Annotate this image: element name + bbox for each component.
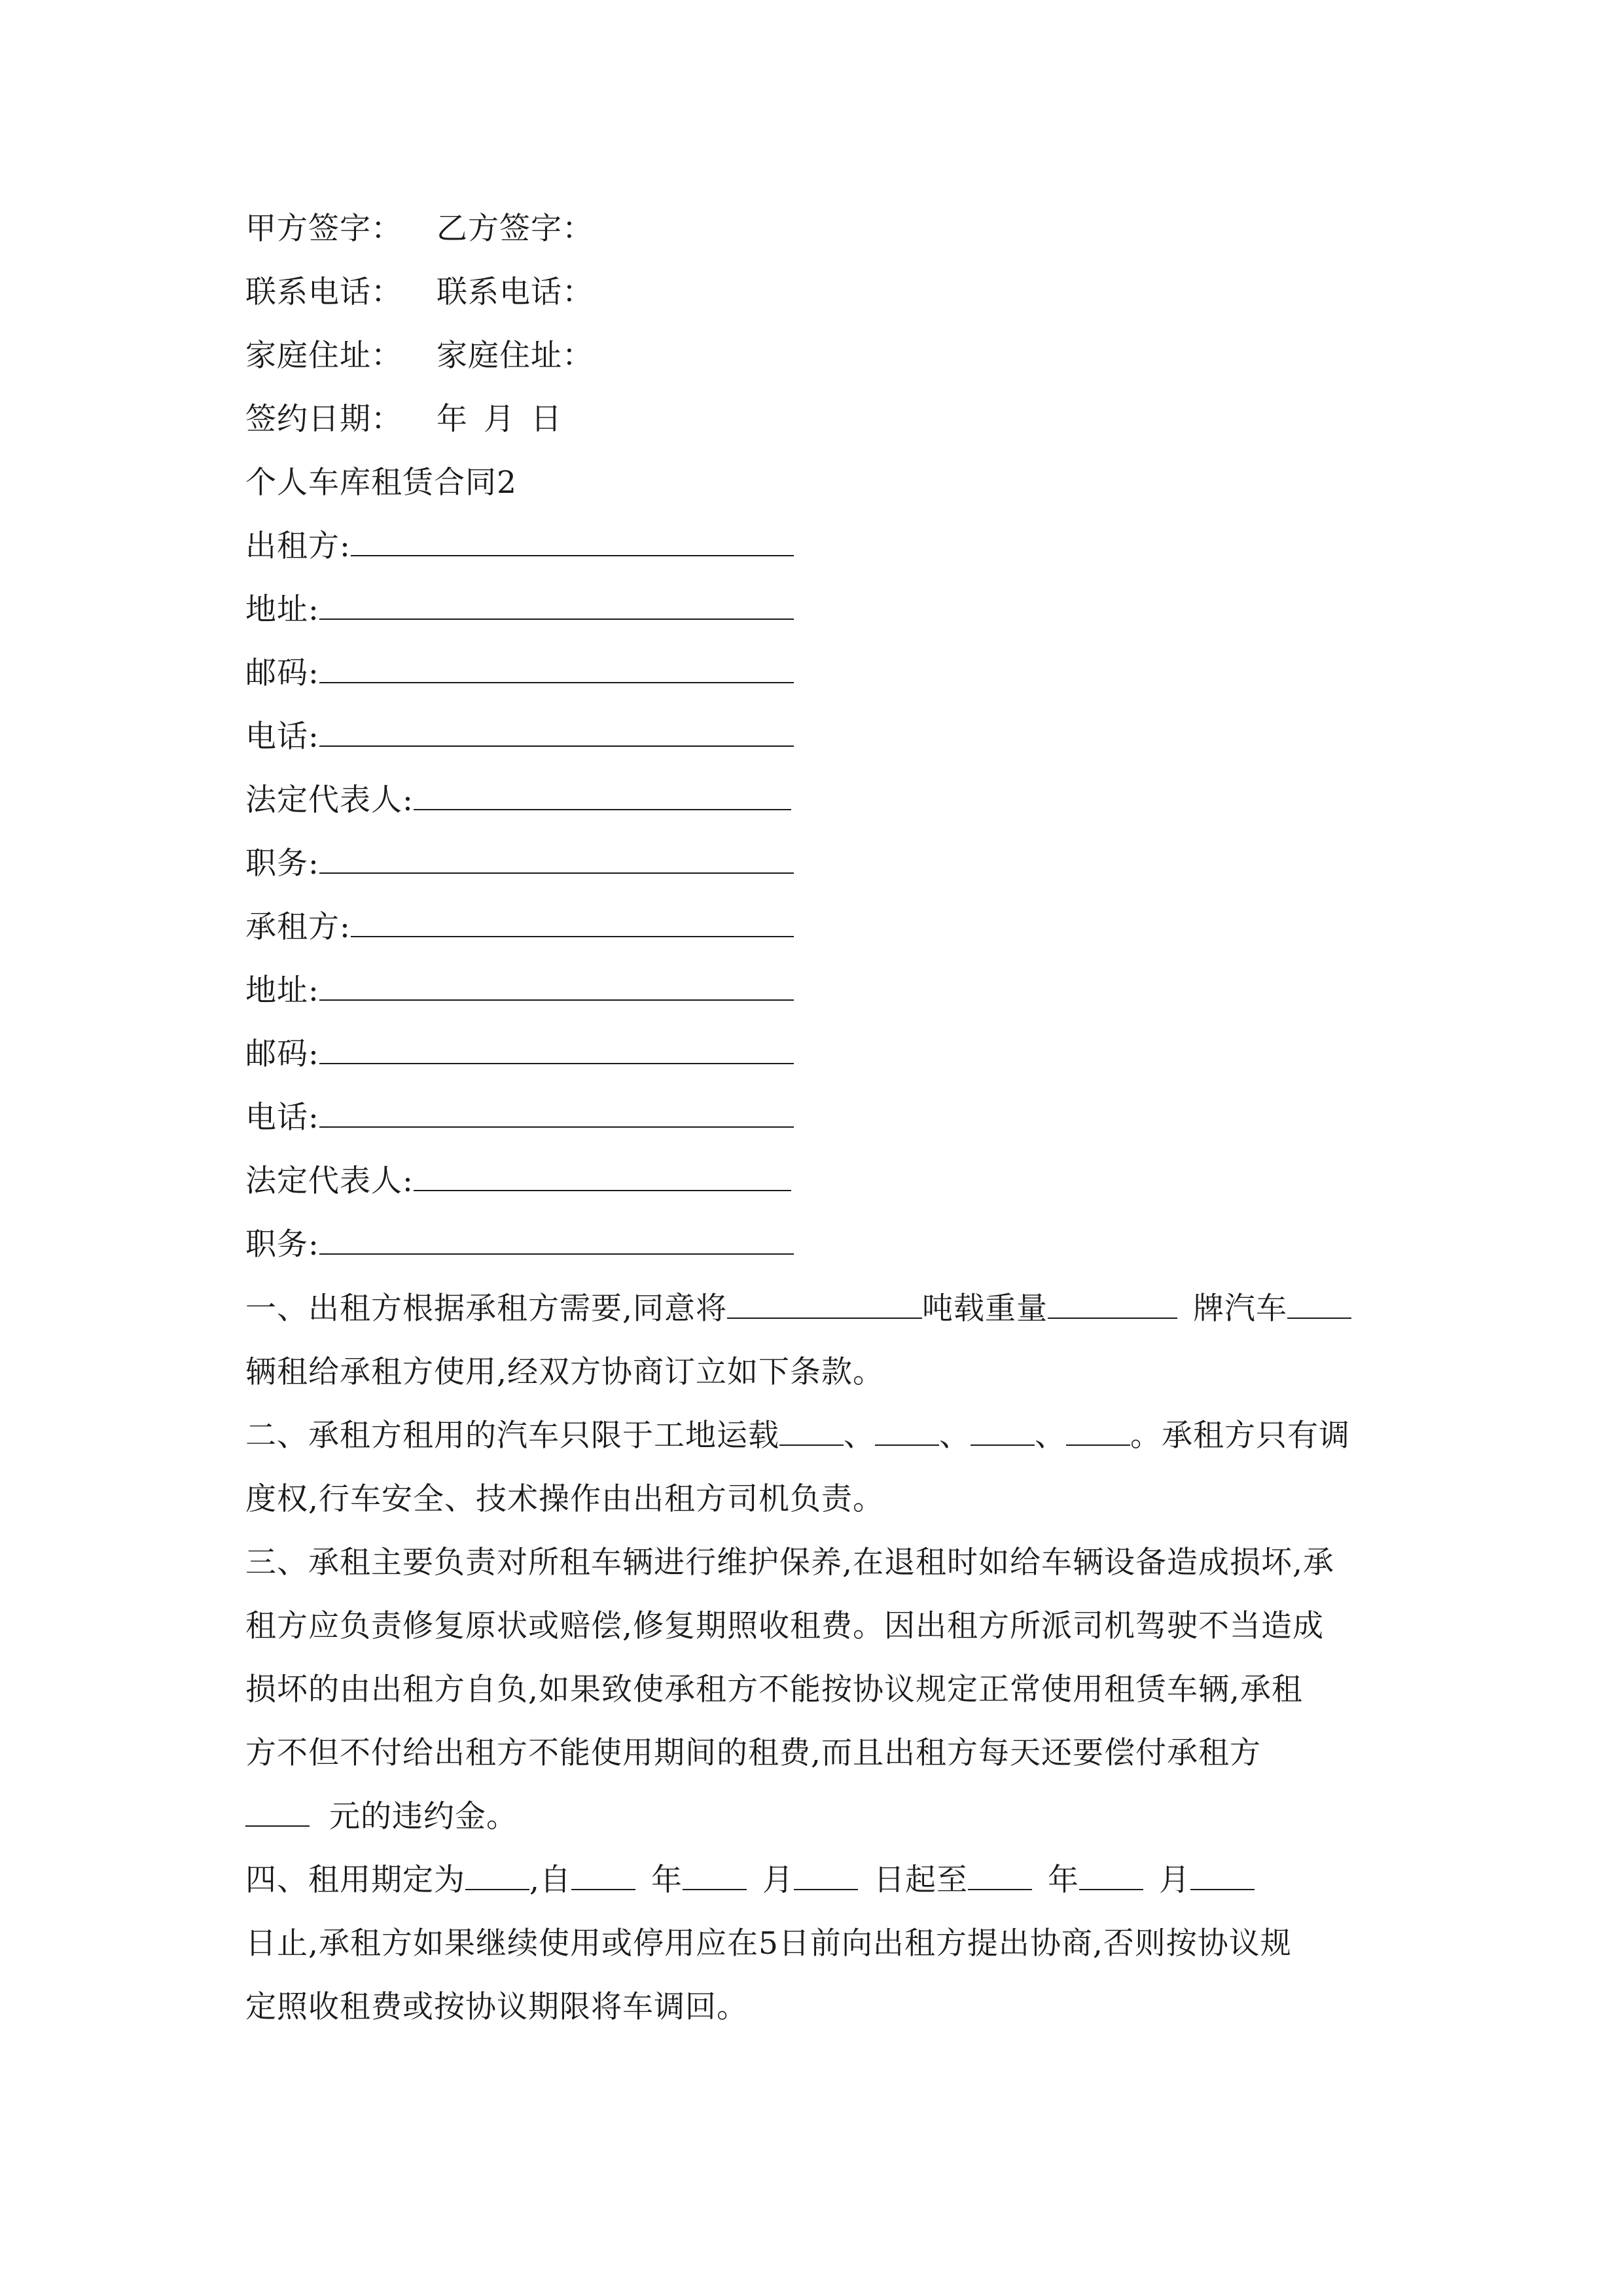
lessee-rep-blank — [414, 1164, 791, 1191]
clause-2-text-b: 。承租方只有调 — [1130, 1418, 1350, 1454]
clause-4-line-2: 日止,承租方如果继续使用或停用应在5日前向出租方提出协商,否则按协议规 — [245, 1926, 1292, 1962]
clause-4-month: 月 — [762, 1862, 794, 1898]
address-line — [245, 336, 594, 376]
party-a-address-label: 家庭住址： — [245, 338, 402, 374]
clause-3-line-3: 损坏的由出租方自负,如果致使承租方不能按协议规定正常使用租赁车辆,承租 — [245, 1672, 1303, 1708]
contract-title: 个人车库租赁合同2 — [245, 465, 517, 501]
clause-4-line-3: 定照收租费或按协议期限将车调回。 — [245, 1989, 748, 2025]
clause-1-text-a: 一、出租方根据承租方需要,同意将 — [245, 1291, 727, 1327]
lessor-postcode-blank — [319, 656, 794, 683]
lessor-label: 出租方: — [245, 528, 351, 564]
party-b-sign-label: 乙方签字： — [437, 211, 594, 247]
clause-2-line-1 — [245, 1416, 1350, 1456]
lessee-label: 承租方: — [245, 909, 351, 945]
lessee-field-line — [245, 1098, 794, 1138]
lessee-address-blank — [319, 973, 794, 1001]
clause-2-blank-3 — [971, 1418, 1035, 1446]
clause-1-text-c: 牌汽车 — [1192, 1291, 1287, 1327]
clause-3-line-2: 租方应负责修复原状或赔偿,修复期照收租费。因出租方所派司机驾驶不当造成 — [245, 1608, 1324, 1644]
lessee-address-label: 地址: — [245, 973, 319, 1009]
lessor-phone-blank — [319, 719, 794, 747]
clause-4-start-until: 日起至 — [873, 1862, 968, 1898]
clause-1-text-b: 吨载重量 — [921, 1291, 1048, 1327]
lessee-phone-blank — [319, 1100, 794, 1128]
lessee-blank — [351, 910, 794, 937]
lessee-field-line — [245, 1225, 794, 1265]
lessor-rep-label: 法定代表人: — [245, 782, 414, 818]
lessor-field-line — [245, 844, 794, 884]
clause-2-sep: 、 — [1035, 1418, 1066, 1454]
lessee-field-line — [245, 1162, 791, 1201]
clause-4-month-2: 月 — [1158, 1862, 1190, 1898]
lessee-field-line — [245, 971, 794, 1011]
clause-4-blank-term — [465, 1863, 529, 1890]
clause-4-text-a: 四、租用期定为 — [245, 1862, 465, 1898]
party-a-sign-label: 甲方签字： — [245, 211, 402, 247]
lessee-title-blank — [319, 1227, 794, 1255]
date-year: 年 — [437, 401, 468, 437]
clause-4-year: 年 — [651, 1862, 683, 1898]
lessee-field-line — [245, 908, 794, 947]
date-day: 日 — [531, 401, 562, 437]
clause-1-line-2: 辆租给承租方使用,经双方协商订立如下条款。 — [245, 1354, 884, 1390]
clause-3-line-4: 方不但不付给出租方不能使用期间的租费,而且出租方每天还要偿付承租方 — [245, 1735, 1261, 1771]
lessee-title-label: 职务: — [245, 1227, 319, 1263]
clause-4-line-1 — [245, 1861, 1255, 1900]
signature-line — [245, 209, 594, 249]
clause-1-blank-b — [1048, 1291, 1177, 1319]
clause-3-blank — [245, 1799, 310, 1827]
lessor-address-label: 地址: — [245, 592, 319, 628]
clause-4-blank-start-year — [571, 1863, 635, 1890]
clause-3-text-end: 元的违约金。 — [329, 1799, 518, 1835]
lessor-field-line — [245, 590, 794, 630]
lessor-postcode-label: 邮码: — [245, 655, 319, 691]
lessor-title-blank — [319, 846, 794, 874]
clause-2-line-2: 度权,行车安全、技术操作由出租方司机负责。 — [245, 1481, 884, 1517]
lessor-field-line — [245, 527, 794, 566]
clause-4-blank-end-month — [1079, 1863, 1143, 1890]
lessor-rep-blank — [414, 783, 791, 810]
lessee-field-line — [245, 1035, 794, 1074]
clause-2-sep: 、 — [844, 1418, 875, 1454]
lessor-field-line — [245, 654, 794, 693]
clause-4-blank-end-year — [968, 1863, 1032, 1890]
clause-3-line-5 — [245, 1797, 518, 1837]
clause-4-blank-start-month — [683, 1863, 747, 1890]
clause-1-blank-a — [727, 1291, 922, 1319]
lessee-postcode-label: 邮码: — [245, 1036, 319, 1072]
lessee-postcode-blank — [319, 1037, 794, 1064]
lessor-field-line — [245, 717, 794, 757]
sign-date-label: 签约日期： — [245, 401, 402, 437]
party-a-phone-label: 联系电话： — [245, 274, 402, 310]
clause-2-text-a: 二、承租方租用的汽车只限于工地运载 — [245, 1418, 779, 1454]
sign-date-line — [245, 400, 562, 439]
lessor-blank — [351, 529, 794, 556]
clause-2-blank-2 — [875, 1418, 939, 1446]
party-b-phone-label: 联系电话： — [437, 274, 594, 310]
clause-1-line-1 — [245, 1289, 1351, 1329]
date-month: 月 — [484, 401, 515, 437]
clause-3-line-1: 三、承租主要负责对所租车辆进行维护保养,在退租时如给车辆设备造成损坏,承 — [245, 1545, 1334, 1581]
clause-4-text-b: ,自 — [529, 1862, 571, 1898]
lessor-title-label: 职务: — [245, 846, 319, 882]
clause-2-blank-4 — [1066, 1418, 1130, 1446]
lessee-rep-label: 法定代表人: — [245, 1163, 414, 1199]
lessor-field-line — [245, 781, 791, 820]
party-b-address-label: 家庭住址： — [437, 338, 594, 374]
lessor-address-blank — [319, 592, 794, 620]
clause-4-blank-end-day — [1190, 1863, 1255, 1890]
clause-2-blank-1 — [779, 1418, 844, 1446]
phone-line — [245, 273, 594, 312]
lessee-phone-label: 电话: — [245, 1100, 319, 1136]
clause-4-year-2: 年 — [1047, 1862, 1079, 1898]
lessor-phone-label: 电话: — [245, 719, 319, 755]
clause-4-blank-start-day — [794, 1863, 858, 1890]
clause-1-blank-c — [1287, 1291, 1351, 1319]
clause-2-sep: 、 — [939, 1418, 971, 1454]
